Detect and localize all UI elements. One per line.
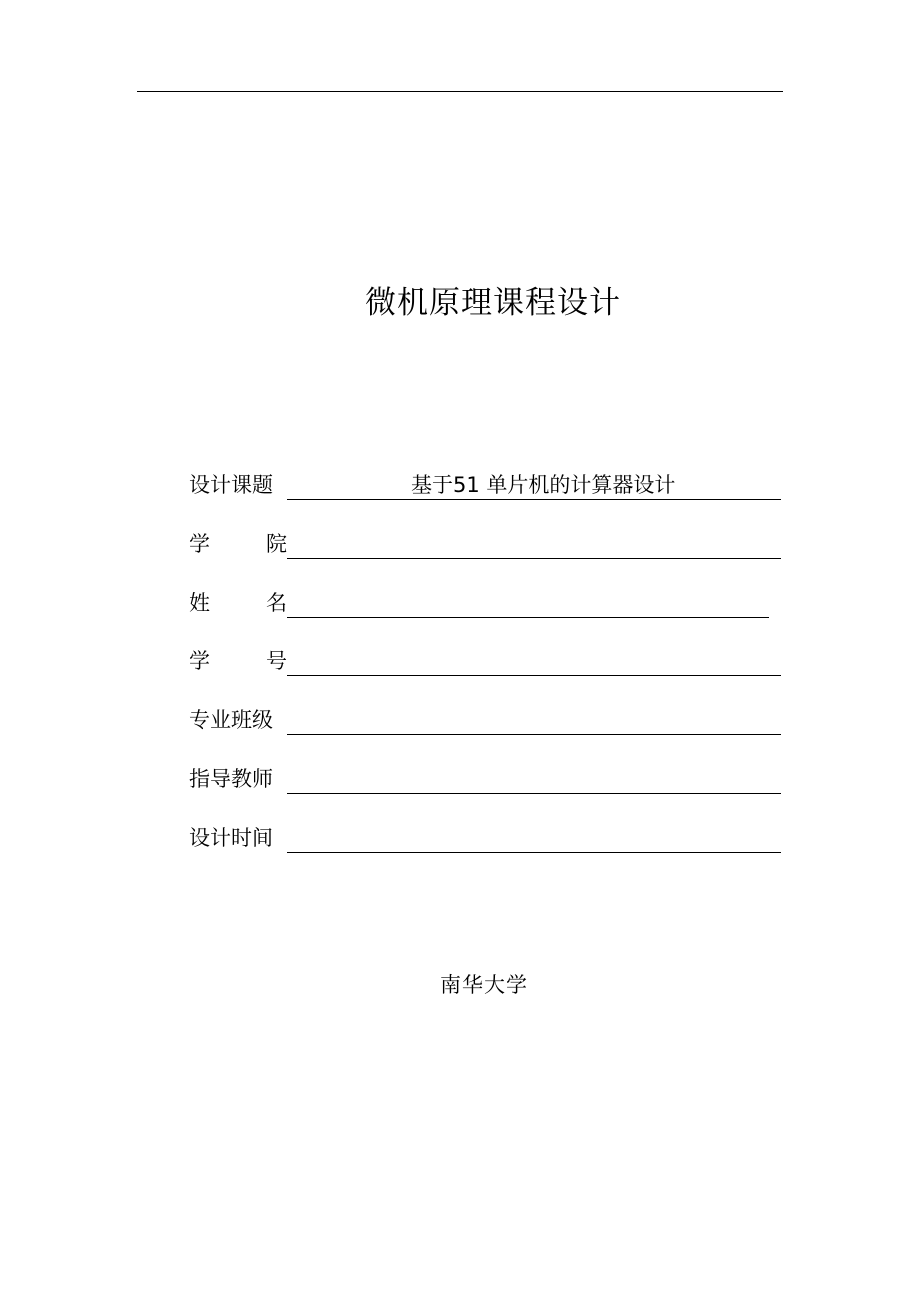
field-label-student-id: [189, 646, 287, 676]
field-design-time: [189, 823, 781, 853]
field-label-name-char-2: 名: [266, 591, 287, 615]
field-label-college: [189, 529, 287, 559]
field-college: [189, 529, 781, 559]
field-underline-major-class: [287, 734, 781, 735]
field-label-major-class: 专业班级: [189, 708, 273, 732]
field-label-design-time: 设计时间: [189, 826, 273, 850]
field-underline-design-topic: [287, 499, 781, 500]
field-label-advisor: 指导教师: [189, 767, 273, 791]
field-name: [189, 588, 769, 618]
field-label-college-char-2: 院: [266, 532, 287, 556]
field-underline-student-id: [287, 675, 781, 676]
field-advisor: [189, 764, 781, 794]
field-underline-name: [287, 617, 769, 618]
field-label-name: [189, 588, 287, 618]
field-underline-college: [287, 558, 781, 559]
field-major-class: [189, 705, 781, 735]
field-label-college-char-1: 学: [189, 532, 210, 556]
field-student-id: [189, 646, 781, 676]
field-underline-advisor: [287, 793, 781, 794]
field-label-design-topic: 设计课题: [189, 473, 273, 497]
field-value-design-topic[interactable]: 基于51 单片机的计算器设计: [411, 473, 676, 497]
field-label-student-id-char-2: 号: [266, 649, 287, 673]
field-label-name-char-1: 姓: [189, 591, 210, 615]
organization-name: 南华大学: [440, 973, 528, 997]
header-rule: [137, 91, 783, 92]
field-label-student-id-char-1: 学: [189, 649, 210, 673]
document-title: 微机原理课程设计: [365, 285, 621, 321]
field-design-topic: [189, 470, 781, 500]
field-underline-design-time: [287, 852, 781, 853]
